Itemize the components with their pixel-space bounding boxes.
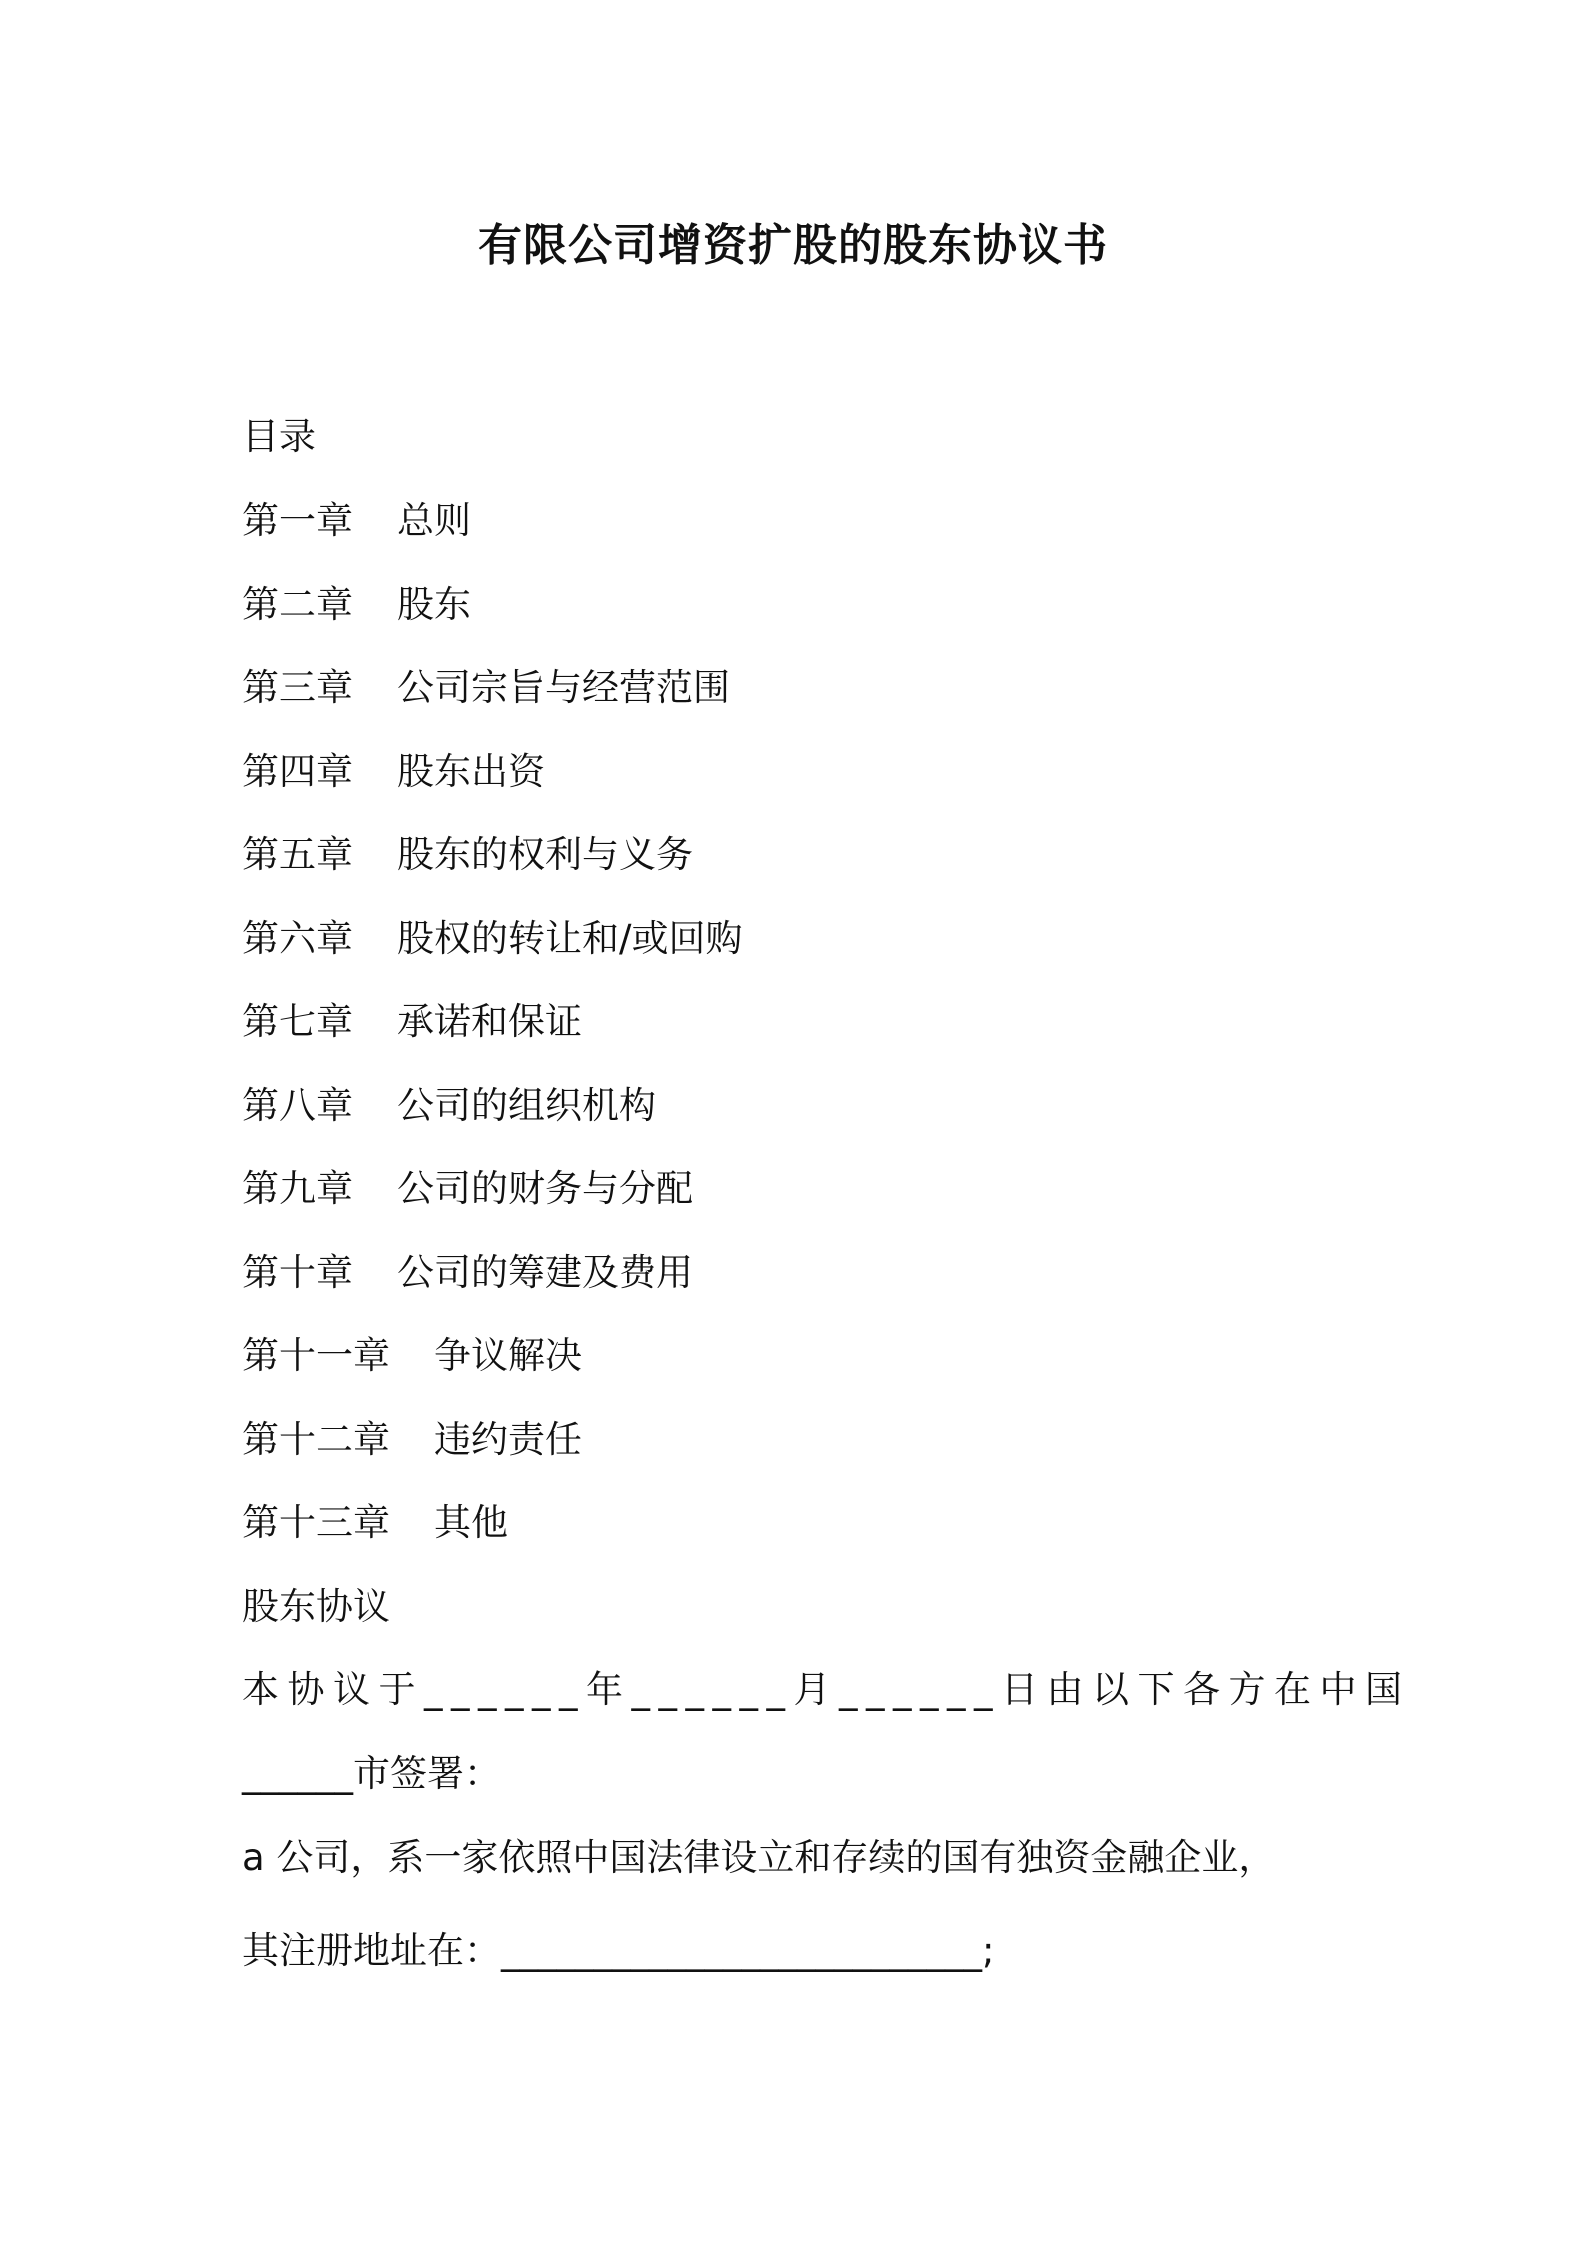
toc-item-3 — [242, 663, 730, 713]
toc-item-12 — [242, 1415, 582, 1465]
document-title: 有限公司增资扩股的股东协议书 — [478, 220, 1108, 271]
toc-chapter-title: 争议解决 — [434, 1334, 582, 1377]
toc-chapter-title: 公司的财务与分配 — [397, 1167, 693, 1210]
toc-chapter-title: 违约责任 — [434, 1418, 582, 1461]
toc-heading: 目录 — [242, 415, 316, 458]
toc-chapter-title: 承诺和保证 — [397, 1000, 582, 1043]
body-heading: 股东协议 — [242, 1585, 390, 1628]
toc-chapter-number: 第十章 — [242, 1251, 353, 1294]
toc-chapter-number: 第六章 — [242, 917, 353, 960]
toc-item-8 — [242, 1081, 656, 1131]
toc-item-13 — [242, 1498, 508, 1548]
toc-chapter-number: 第二章 — [242, 583, 353, 626]
toc-item-2 — [242, 580, 471, 630]
toc-chapter-title: 总则 — [397, 499, 471, 542]
toc-chapter-number: 第十三章 — [242, 1501, 390, 1544]
toc-item-6 — [242, 914, 742, 964]
toc-chapter-number: 第三章 — [242, 666, 353, 709]
toc-item-5 — [242, 830, 693, 880]
toc-chapter-number: 第十一章 — [242, 1334, 390, 1377]
toc-chapter-number: 第五章 — [242, 833, 353, 876]
toc-chapter-title: 股东 — [397, 583, 471, 626]
toc-item-10 — [242, 1248, 693, 1298]
toc-chapter-title: 股权的转让和/或回购 — [397, 917, 743, 960]
body-line-3: a 公司，系一家依照中国法律设立和存续的国有独资金融企业， — [242, 1836, 1276, 1879]
toc-chapter-title: 公司宗旨与经营范围 — [397, 666, 730, 709]
toc-chapter-title: 公司的组织机构 — [397, 1084, 656, 1127]
body-line-2: ______市签署： — [242, 1752, 501, 1795]
body-line-1: 本协议于______年______月______日由以下各方在中国 — [242, 1668, 1411, 1711]
toc-chapter-number: 第十二章 — [242, 1418, 390, 1461]
toc-item-11 — [242, 1331, 582, 1381]
toc-chapter-number: 第七章 — [242, 1000, 353, 1043]
toc-item-7 — [242, 997, 582, 1047]
toc-chapter-number: 第一章 — [242, 499, 353, 542]
toc-chapter-number: 第九章 — [242, 1167, 353, 1210]
body-line-4: 其注册地址在：__________________________; — [242, 1929, 995, 1972]
toc-chapter-number: 第四章 — [242, 750, 353, 793]
toc-chapter-title: 公司的筹建及费用 — [397, 1251, 693, 1294]
toc-chapter-title: 股东的权利与义务 — [397, 833, 693, 876]
toc-chapter-number: 第八章 — [242, 1084, 353, 1127]
toc-item-1 — [242, 496, 471, 546]
toc-item-4 — [242, 747, 545, 797]
toc-chapter-title: 其他 — [434, 1501, 508, 1544]
toc-chapter-title: 股东出资 — [397, 750, 545, 793]
toc-item-9 — [242, 1164, 693, 1214]
